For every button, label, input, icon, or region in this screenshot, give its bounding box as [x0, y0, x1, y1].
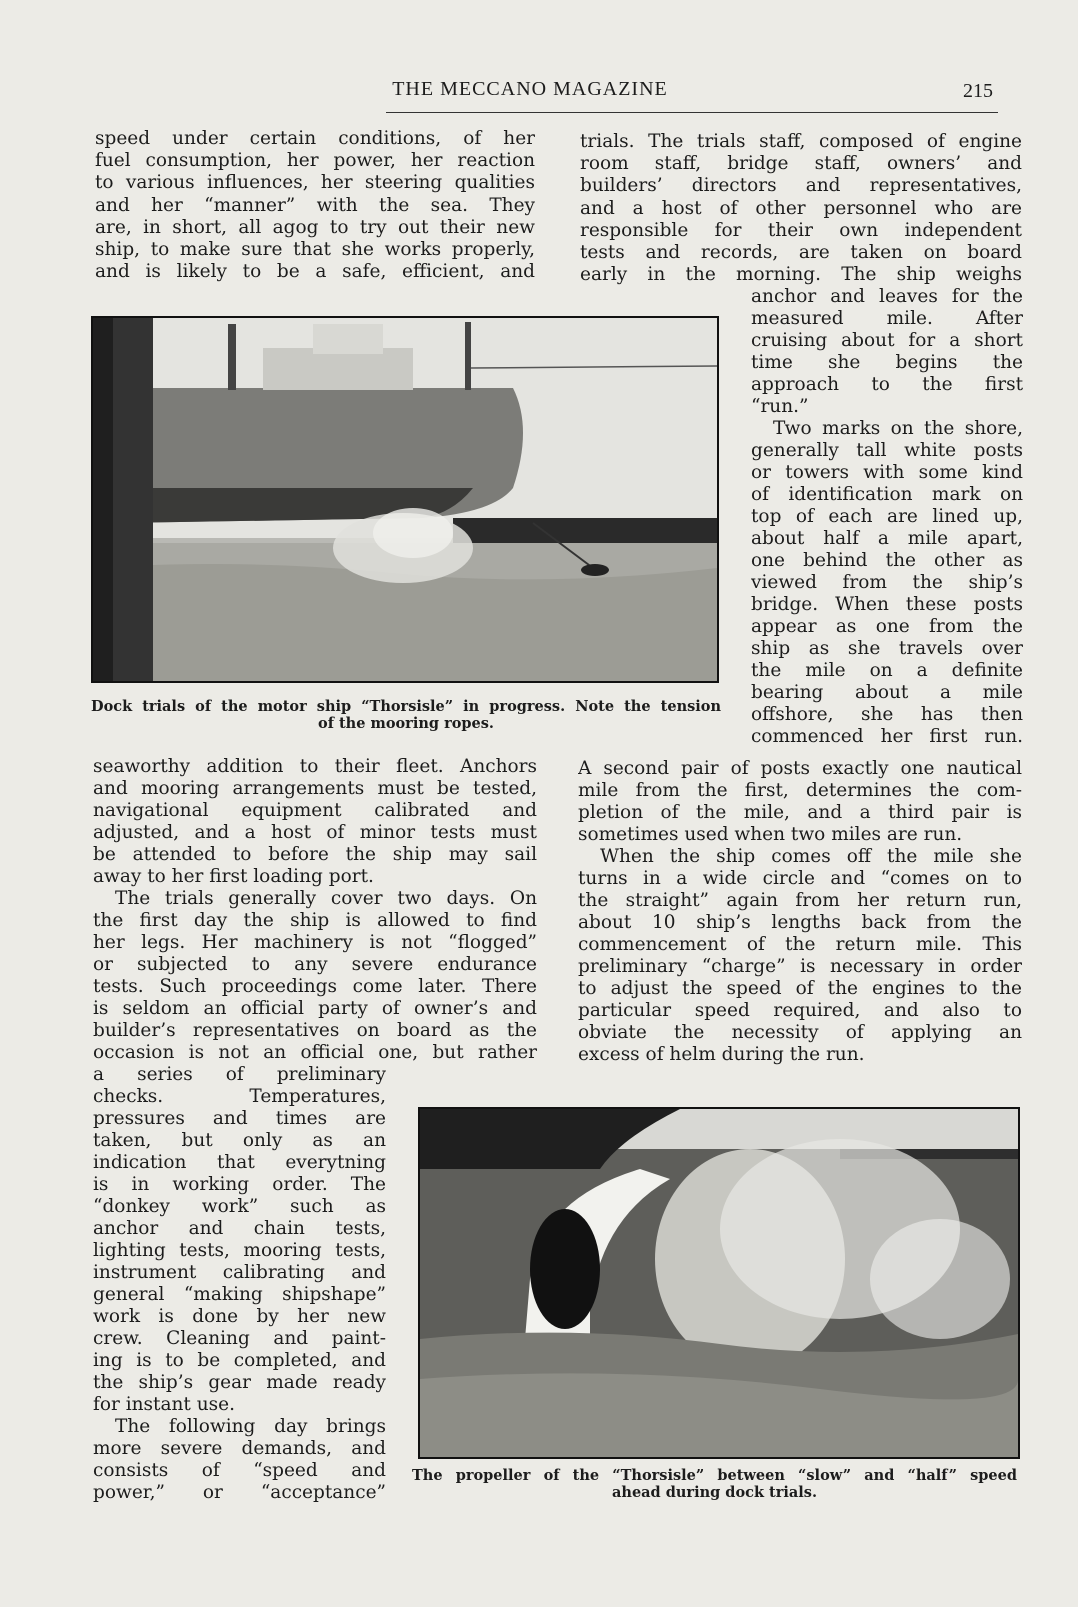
text-line: mile from the first, determines the com- — [578, 780, 1022, 801]
text-line: pressures and times are — [93, 1108, 386, 1129]
text-line: approach to the first — [751, 374, 1023, 395]
text-col-left-mid — [93, 756, 537, 1064]
text-line: commencement of the return mile. This — [578, 934, 1022, 955]
text-line: early in the morning. The ship weighs — [580, 264, 1022, 286]
text-line: tests and records, are taken on board — [580, 242, 1022, 264]
photo-propeller — [418, 1107, 1020, 1459]
text-line: checks. Temperatures, — [93, 1086, 386, 1107]
text-line: about 10 ship’s lengths back from the — [578, 912, 1022, 933]
text-line: navigational equipment calibrated and — [93, 800, 537, 821]
text-line: anchor and leaves for the — [751, 286, 1023, 307]
text-col-right-narrow — [751, 286, 1023, 748]
text-line: When the ship comes off the mile she — [600, 846, 1022, 867]
text-line: away to her first loading port. — [93, 866, 374, 887]
text-line: crew. Cleaning and paint- — [93, 1328, 386, 1349]
text-line: speed under certain conditions, of her — [95, 128, 535, 149]
text-line: indication that everytning — [93, 1152, 386, 1173]
text-line: anchor and chain tests, — [93, 1218, 386, 1239]
text-line: be attended to before the ship may sail — [93, 844, 537, 865]
text-line: to various influences, her steering qualities — [95, 172, 535, 194]
text-line: occasion is not an official one, but rather — [93, 1042, 537, 1063]
caption-line: ahead during dock trials. — [612, 1484, 817, 1501]
text-line: fuel consumption, her power, her reaction — [95, 150, 535, 172]
text-line: top of each are lined up, — [751, 506, 1023, 527]
propeller-illustration — [420, 1109, 1018, 1457]
text-line: power,” or “acceptance” — [93, 1482, 386, 1503]
text-line: cruising about for a short — [751, 330, 1023, 351]
text-line: tests. Such proceedings come later. There — [93, 976, 537, 997]
text-line: and her “manner” with the sea. They — [95, 194, 535, 216]
text-line: is seldom an official party of owner’s and — [93, 998, 537, 1019]
text-line: particular speed required, and also to — [578, 1000, 1022, 1021]
text-col-left-top — [95, 128, 535, 283]
photo-caption-ship-dock — [91, 698, 721, 732]
text-line: “donkey work” such as — [93, 1196, 386, 1217]
photo-caption-propeller — [412, 1467, 1017, 1501]
text-line: of identification mark on — [751, 484, 1023, 505]
ship-illustration — [93, 318, 717, 681]
text-line: builders’ directors and representatives, — [580, 175, 1022, 197]
text-line: about half a mile apart, — [751, 528, 1023, 549]
text-line: taken, but only as an — [93, 1130, 386, 1151]
text-line: ship, to make sure that she works properly, — [95, 239, 535, 261]
text-line: The following day brings — [115, 1416, 386, 1437]
header-rule — [386, 112, 998, 113]
text-line: offshore, she has then — [751, 704, 1023, 725]
text-line: generally tall white posts — [751, 440, 1023, 461]
text-line: measured mile. After — [751, 308, 1023, 329]
text-line: her legs. Her machinery is not “flogged” — [93, 932, 537, 953]
text-line: excess of helm during the run. — [578, 1044, 865, 1065]
text-line: or towers with some kind — [751, 462, 1023, 483]
caption-line: Dock trials of the motor ship “Thorsisle” in progress. Note the tension — [91, 698, 721, 715]
text-line: bridge. When these posts — [751, 594, 1023, 615]
text-line: pletion of the mile, and a third pair is — [578, 802, 1022, 823]
text-line: bearing about a mile — [751, 682, 1023, 703]
text-line: lighting tests, mooring tests, — [93, 1240, 386, 1261]
text-line: ing is to be completed, and — [93, 1350, 386, 1371]
text-line: the ship’s gear made ready — [93, 1372, 386, 1393]
text-line: seaworthy addition to their fleet. Anchors — [93, 756, 537, 777]
text-line: trials. The trials staff, composed of engine — [580, 131, 1022, 152]
text-line: and mooring arrangements must be tested, — [93, 778, 537, 799]
text-line: one behind the other as — [751, 550, 1023, 571]
text-line: commenced her first run. — [751, 726, 1023, 747]
text-line: The trials generally cover two days. On — [115, 888, 537, 909]
text-line: ship as she travels over — [751, 638, 1023, 659]
text-line: A second pair of posts exactly one nautical — [578, 758, 1022, 779]
text-line: time she begins the — [751, 352, 1023, 373]
text-line: are, in short, all agog to try out their new — [95, 216, 535, 238]
text-line: to adjust the speed of the engines to the — [578, 978, 1022, 999]
text-line: room staff, bridge staff, owners’ and — [580, 153, 1022, 175]
text-line: appear as one from the — [751, 616, 1023, 637]
text-line: instrument calibrating and — [93, 1262, 386, 1283]
text-line: for instant use. — [93, 1394, 235, 1415]
text-line: the first day the ship is allowed to find — [93, 910, 537, 931]
text-col-right-top — [580, 131, 1022, 286]
text-line: and is likely to be a safe, efficient, and — [95, 261, 535, 283]
text-line: turns in a wide circle and “comes on to — [578, 868, 1022, 889]
photo-ship-dock-trials — [91, 316, 719, 683]
text-line: builder’s representatives on board as the — [93, 1020, 537, 1041]
text-col-right-mid — [578, 758, 1022, 1066]
text-line: is in working order. The — [93, 1174, 386, 1195]
text-line: general “making shipshape” — [93, 1284, 386, 1305]
text-line: sometimes used when two miles are run. — [578, 824, 963, 845]
text-line: “run.” — [751, 396, 809, 417]
text-line: responsible for their own independent — [580, 219, 1022, 241]
caption-line: The propeller of the “Thorsisle” between “slow” and “half” speed — [412, 1467, 1017, 1484]
text-line: a series of preliminary — [93, 1064, 386, 1085]
text-line: consists of “speed and — [93, 1460, 386, 1481]
text-line: the straight” again from her return run, — [578, 890, 1022, 911]
text-line: work is done by her new — [93, 1306, 386, 1327]
text-line: preliminary “charge” is necessary in order — [578, 956, 1022, 977]
text-line: and a host of other personnel who are — [580, 197, 1022, 219]
caption-line: of the mooring ropes. — [318, 715, 494, 732]
text-line: Two marks on the shore, — [773, 418, 1023, 439]
text-line: adjusted, and a host of minor tests must — [93, 822, 537, 843]
text-line: more severe demands, and — [93, 1438, 386, 1459]
text-line: obviate the necessity of applying an — [578, 1022, 1022, 1043]
page-number: 215 — [963, 80, 993, 102]
text-line: viewed from the ship’s — [751, 572, 1023, 593]
text-line: the mile on a definite — [751, 660, 1023, 681]
text-col-left-narrow — [93, 1064, 386, 1504]
running-header-title: THE MECCANO MAGAZINE — [392, 78, 668, 100]
text-line: or subjected to any severe endurance — [93, 954, 537, 975]
